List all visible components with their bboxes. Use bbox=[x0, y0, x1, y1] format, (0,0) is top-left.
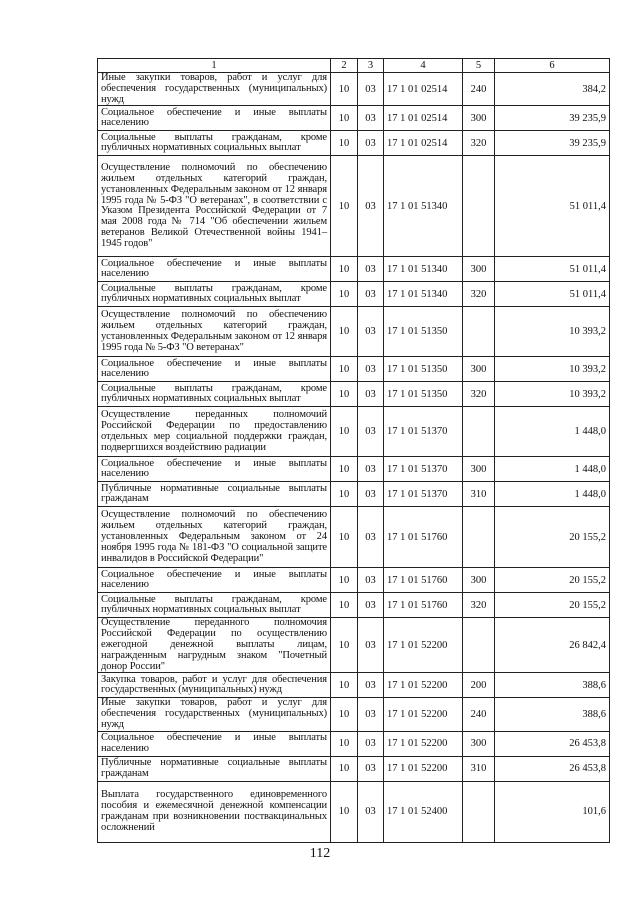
row-expense-type-cell: 300 bbox=[463, 357, 495, 382]
row-subsection-cell: 03 bbox=[358, 156, 384, 257]
row-name-cell: Иные закупки товаров, работ и услуг для обеспечения государственных (муниципальных) нужд bbox=[98, 698, 331, 731]
row-amount-cell: 51 011,4 bbox=[495, 156, 610, 257]
row-amount-cell: 10 393,2 bbox=[495, 307, 610, 357]
row-amount-cell: 10 393,2 bbox=[495, 382, 610, 407]
row-amount-cell: 20 155,2 bbox=[495, 507, 610, 568]
row-section-cell: 10 bbox=[331, 507, 358, 568]
row-subsection-cell: 03 bbox=[358, 673, 384, 698]
row-target-code-cell: 17 1 01 51760 bbox=[384, 568, 463, 593]
row-amount-cell: 101,6 bbox=[495, 781, 610, 842]
row-name-cell: Осуществление полномочий по обеспечению жильем отдельных категорий граждан, установленных Федеральным законом от 12 января 1995 года № 5-ФЗ "О ветеранах", в соответствии с Указом Президента Российской Федерации от 7 мая 2008 года № 714 "Об обеспечении жильем ветеранов Великой Отечественной войны 1941–1945 годов" bbox=[98, 156, 331, 257]
row-name-cell: Социальное обеспечение и иные выплаты населению bbox=[98, 568, 331, 593]
row-expense-type-cell: 300 bbox=[463, 731, 495, 756]
row-name-cell: Публичные нормативные социальные выплаты гражданам bbox=[98, 756, 331, 781]
row-name-cell: Осуществление полномочий по обеспечению жильем отдельных категорий граждан, установленных Федеральным законом от 24 ноября 1995 года № 181-ФЗ "О социальной защите инвалидов в Российской Федерации" bbox=[98, 507, 331, 568]
table-row bbox=[98, 756, 610, 781]
col-header-5: 5 bbox=[463, 59, 495, 73]
row-expense-type-cell: 320 bbox=[463, 382, 495, 407]
table-row bbox=[98, 307, 610, 357]
row-target-code-cell: 17 1 01 02514 bbox=[384, 106, 463, 131]
row-name-cell: Иные закупки товаров, работ и услуг для обеспечения государственных (муниципальных) нужд bbox=[98, 73, 331, 106]
row-amount-cell: 26 453,8 bbox=[495, 756, 610, 781]
row-section-cell: 10 bbox=[331, 618, 358, 673]
page-number: 112 bbox=[309, 846, 331, 861]
col-header-1: 1 bbox=[98, 59, 331, 73]
row-expense-type-cell bbox=[463, 618, 495, 673]
row-name-cell: Социальные выплаты гражданам, кроме публичных нормативных социальных выплат bbox=[98, 131, 331, 156]
row-target-code-cell: 17 1 01 52400 bbox=[384, 781, 463, 842]
table-row bbox=[98, 618, 610, 673]
row-name-cell: Осуществление полномочий по обеспечению жильем отдельных категорий граждан, установленных Федеральным законом от 12 января 1995 года № 5-ФЗ "О ветеранах" bbox=[98, 307, 331, 357]
row-expense-type-cell: 300 bbox=[463, 106, 495, 131]
row-amount-cell: 384,2 bbox=[495, 73, 610, 106]
row-target-code-cell: 17 1 01 51350 bbox=[384, 382, 463, 407]
row-expense-type-cell: 310 bbox=[463, 756, 495, 781]
row-expense-type-cell: 240 bbox=[463, 698, 495, 731]
row-expense-type-cell: 200 bbox=[463, 673, 495, 698]
row-name-cell: Социальные выплаты гражданам, кроме публичных нормативных социальных выплат bbox=[98, 593, 331, 618]
row-subsection-cell: 03 bbox=[358, 382, 384, 407]
table-row bbox=[98, 568, 610, 593]
row-section-cell: 10 bbox=[331, 257, 358, 282]
row-section-cell: 10 bbox=[331, 106, 358, 131]
row-name-cell: Социальное обеспечение и иные выплаты населению bbox=[98, 731, 331, 756]
row-target-code-cell: 17 1 01 52200 bbox=[384, 618, 463, 673]
row-amount-cell: 1 448,0 bbox=[495, 482, 610, 507]
col-header-3: 3 bbox=[358, 59, 384, 73]
col-header-4: 4 bbox=[384, 59, 463, 73]
table-row bbox=[98, 106, 610, 131]
row-expense-type-cell: 300 bbox=[463, 257, 495, 282]
row-amount-cell: 20 155,2 bbox=[495, 593, 610, 618]
table-row bbox=[98, 73, 610, 106]
row-subsection-cell: 03 bbox=[358, 282, 384, 307]
table-row bbox=[98, 457, 610, 482]
table-row bbox=[98, 698, 610, 731]
row-target-code-cell: 17 1 01 51370 bbox=[384, 457, 463, 482]
row-name-cell: Социальные выплаты гражданам, кроме публичных нормативных социальных выплат bbox=[98, 382, 331, 407]
row-section-cell: 10 bbox=[331, 482, 358, 507]
row-subsection-cell: 03 bbox=[358, 507, 384, 568]
table-row bbox=[98, 673, 610, 698]
row-amount-cell: 39 235,9 bbox=[495, 131, 610, 156]
row-subsection-cell: 03 bbox=[358, 731, 384, 756]
row-target-code-cell: 17 1 01 51350 bbox=[384, 307, 463, 357]
table-row bbox=[98, 282, 610, 307]
row-subsection-cell: 03 bbox=[358, 698, 384, 731]
row-name-cell: Социальные выплаты гражданам, кроме публичных нормативных социальных выплат bbox=[98, 282, 331, 307]
row-section-cell: 10 bbox=[331, 568, 358, 593]
row-target-code-cell: 17 1 01 52200 bbox=[384, 731, 463, 756]
row-subsection-cell: 03 bbox=[358, 357, 384, 382]
row-subsection-cell: 03 bbox=[358, 756, 384, 781]
row-expense-type-cell bbox=[463, 507, 495, 568]
row-subsection-cell: 03 bbox=[358, 568, 384, 593]
row-target-code-cell: 17 1 01 52200 bbox=[384, 698, 463, 731]
row-amount-cell: 10 393,2 bbox=[495, 357, 610, 382]
row-expense-type-cell bbox=[463, 781, 495, 842]
row-subsection-cell: 03 bbox=[358, 407, 384, 457]
row-target-code-cell: 17 1 01 52200 bbox=[384, 673, 463, 698]
row-subsection-cell: 03 bbox=[358, 131, 384, 156]
row-amount-cell: 20 155,2 bbox=[495, 568, 610, 593]
row-name-cell: Закупка товаров, работ и услуг для обеспечения государственных (муниципальных) нужд bbox=[98, 673, 331, 698]
row-target-code-cell: 17 1 01 51340 bbox=[384, 282, 463, 307]
row-name-cell: Социальное обеспечение и иные выплаты населению bbox=[98, 257, 331, 282]
row-section-cell: 10 bbox=[331, 382, 358, 407]
row-name-cell: Социальное обеспечение и иные выплаты населению bbox=[98, 457, 331, 482]
row-expense-type-cell: 320 bbox=[463, 593, 495, 618]
row-amount-cell: 26 842,4 bbox=[495, 618, 610, 673]
row-section-cell: 10 bbox=[331, 673, 358, 698]
row-target-code-cell: 17 1 01 51370 bbox=[384, 482, 463, 507]
row-target-code-cell: 17 1 01 02514 bbox=[384, 73, 463, 106]
table-row bbox=[98, 131, 610, 156]
table-row bbox=[98, 507, 610, 568]
row-subsection-cell: 03 bbox=[358, 106, 384, 131]
row-subsection-cell: 03 bbox=[358, 482, 384, 507]
row-subsection-cell: 03 bbox=[358, 593, 384, 618]
row-target-code-cell: 17 1 01 51370 bbox=[384, 407, 463, 457]
row-target-code-cell: 17 1 01 51760 bbox=[384, 593, 463, 618]
row-target-code-cell: 17 1 01 02514 bbox=[384, 131, 463, 156]
row-section-cell: 10 bbox=[331, 307, 358, 357]
row-expense-type-cell: 300 bbox=[463, 568, 495, 593]
row-expense-type-cell: 240 bbox=[463, 73, 495, 106]
row-name-cell: Публичные нормативные социальные выплаты гражданам bbox=[98, 482, 331, 507]
row-section-cell: 10 bbox=[331, 781, 358, 842]
row-expense-type-cell bbox=[463, 156, 495, 257]
row-amount-cell: 26 453,8 bbox=[495, 731, 610, 756]
row-section-cell: 10 bbox=[331, 756, 358, 781]
row-amount-cell: 1 448,0 bbox=[495, 457, 610, 482]
row-target-code-cell: 17 1 01 51760 bbox=[384, 507, 463, 568]
row-section-cell: 10 bbox=[331, 698, 358, 731]
table-row bbox=[98, 731, 610, 756]
row-subsection-cell: 03 bbox=[358, 781, 384, 842]
row-amount-cell: 39 235,9 bbox=[495, 106, 610, 131]
budget-table bbox=[97, 58, 610, 843]
row-name-cell: Социальное обеспечение и иные выплаты населению bbox=[98, 357, 331, 382]
table-row bbox=[98, 781, 610, 842]
table-row bbox=[98, 357, 610, 382]
table-row bbox=[98, 407, 610, 457]
row-name-cell: Социальное обеспечение и иные выплаты населению bbox=[98, 106, 331, 131]
row-section-cell: 10 bbox=[331, 357, 358, 382]
row-section-cell: 10 bbox=[331, 156, 358, 257]
row-name-cell: Выплата государственного единовременного пособия и ежемесячной денежной компенсации гражданам при возникновении поствакцинальных осложнений bbox=[98, 781, 331, 842]
row-name-cell: Осуществление переданных полномочий Российской Федерации по предоставлению отдельных мер социальной поддержки граждан, подвергшихся воздействию радиации bbox=[98, 407, 331, 457]
row-amount-cell: 388,6 bbox=[495, 698, 610, 731]
table-row bbox=[98, 156, 610, 257]
row-expense-type-cell: 310 bbox=[463, 482, 495, 507]
row-subsection-cell: 03 bbox=[358, 73, 384, 106]
table-row bbox=[98, 593, 610, 618]
row-target-code-cell: 17 1 01 51340 bbox=[384, 257, 463, 282]
row-expense-type-cell: 320 bbox=[463, 282, 495, 307]
row-section-cell: 10 bbox=[331, 73, 358, 106]
header-row bbox=[98, 59, 610, 73]
row-target-code-cell: 17 1 01 51350 bbox=[384, 357, 463, 382]
row-subsection-cell: 03 bbox=[358, 457, 384, 482]
row-target-code-cell: 17 1 01 51340 bbox=[384, 156, 463, 257]
row-section-cell: 10 bbox=[331, 282, 358, 307]
table-body bbox=[98, 73, 610, 843]
table-row bbox=[98, 482, 610, 507]
row-section-cell: 10 bbox=[331, 407, 358, 457]
row-expense-type-cell bbox=[463, 307, 495, 357]
row-subsection-cell: 03 bbox=[358, 257, 384, 282]
row-section-cell: 10 bbox=[331, 131, 358, 156]
table-row bbox=[98, 257, 610, 282]
row-section-cell: 10 bbox=[331, 457, 358, 482]
row-amount-cell: 51 011,4 bbox=[495, 282, 610, 307]
row-expense-type-cell: 320 bbox=[463, 131, 495, 156]
row-subsection-cell: 03 bbox=[358, 618, 384, 673]
row-subsection-cell: 03 bbox=[358, 307, 384, 357]
row-section-cell: 10 bbox=[331, 593, 358, 618]
row-expense-type-cell bbox=[463, 407, 495, 457]
table-row bbox=[98, 382, 610, 407]
row-amount-cell: 388,6 bbox=[495, 673, 610, 698]
row-amount-cell: 51 011,4 bbox=[495, 257, 610, 282]
row-expense-type-cell: 300 bbox=[463, 457, 495, 482]
row-name-cell: Осуществление переданного полномочия Российской Федерации по осуществлению ежегодной денежной выплаты лицам, награжденным нагрудным знаком "Почетный донор России" bbox=[98, 618, 331, 673]
row-target-code-cell: 17 1 01 52200 bbox=[384, 756, 463, 781]
col-header-2: 2 bbox=[331, 59, 358, 73]
row-section-cell: 10 bbox=[331, 731, 358, 756]
row-amount-cell: 1 448,0 bbox=[495, 407, 610, 457]
col-header-6: 6 bbox=[495, 59, 610, 73]
